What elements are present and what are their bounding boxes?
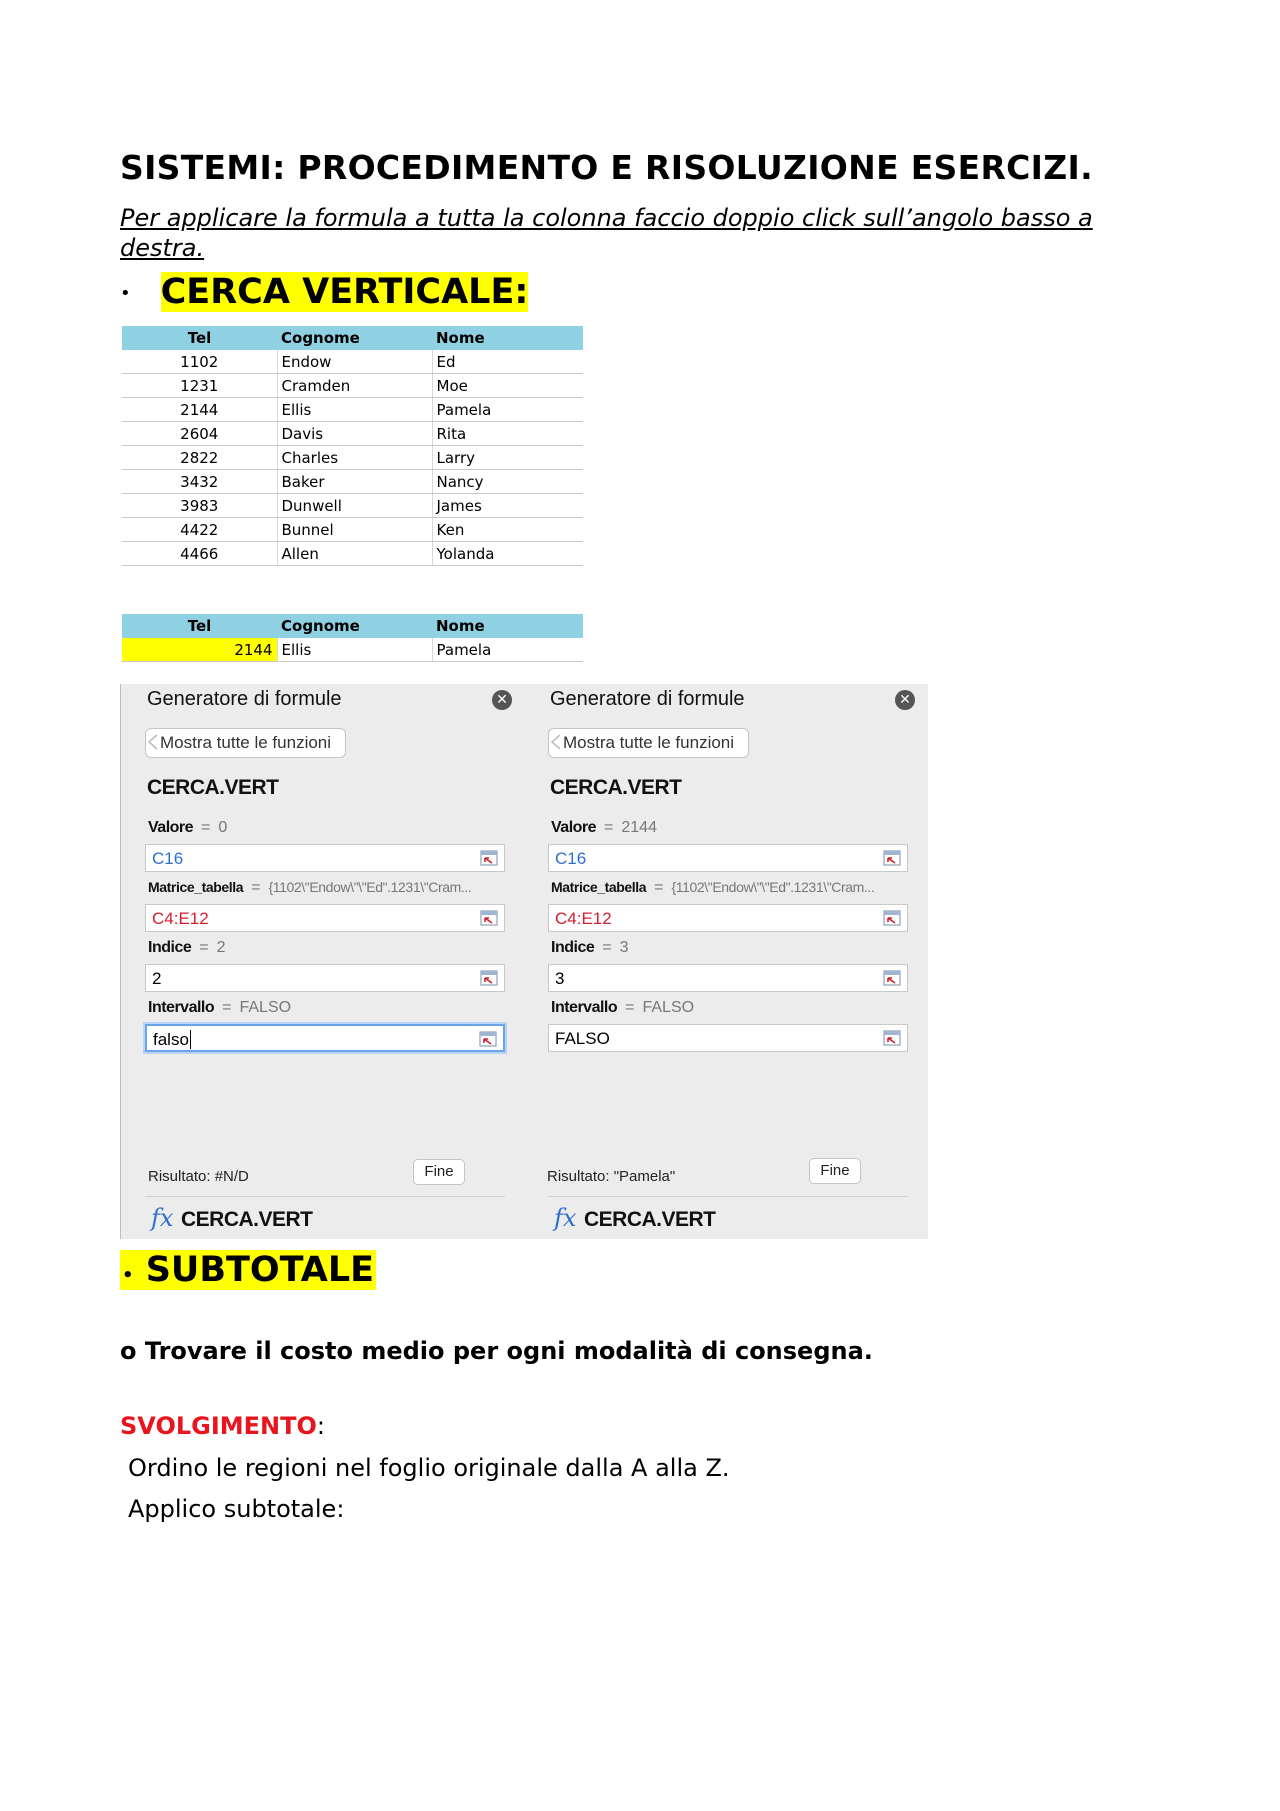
cell-cognome: Endow	[277, 350, 432, 374]
document-title: SISTEMI: PROCEDIMENTO E RISOLUZIONE ESERCIZI.	[120, 148, 1093, 187]
lookup-result-table	[122, 614, 583, 662]
table-header-row	[122, 326, 583, 350]
table-row	[122, 542, 583, 566]
close-icon[interactable]: ✕	[492, 690, 512, 710]
header-cell: Cognome	[277, 614, 432, 638]
input-value: falso	[153, 1030, 189, 1049]
section-subtotale	[120, 1250, 376, 1290]
cell-nome: James	[432, 494, 583, 518]
divider	[145, 1196, 505, 1197]
show-all-functions-button[interactable]	[548, 728, 749, 758]
arg-value: FALSO	[239, 999, 292, 1016]
cell-nome: Moe	[432, 374, 583, 398]
table-row	[122, 446, 583, 470]
arg-value: {1102\"Endow\"\"Ed".1231\"Cram...	[268, 879, 472, 895]
function-name: CERCA.VERT	[147, 776, 279, 799]
result-text: Risultato: "Pamela"	[547, 1168, 676, 1185]
range-select-icon[interactable]	[480, 910, 498, 926]
table-row	[122, 518, 583, 542]
cell-nome: Ed	[432, 350, 583, 374]
formula-builder-panel	[524, 684, 928, 1239]
arg-name: Valore	[551, 819, 597, 836]
step-text: Applico subtotale:	[128, 1495, 345, 1523]
table-row	[122, 422, 583, 446]
arg-value: 0	[218, 819, 228, 836]
intervallo-input[interactable]	[145, 1024, 505, 1052]
table-row	[122, 374, 583, 398]
formula-builder-screenshots	[120, 684, 928, 1239]
cell-tel: 4422	[122, 518, 277, 542]
header-cell: Tel	[122, 326, 277, 350]
formula-builder-panel	[120, 684, 525, 1239]
intervallo-input[interactable]	[548, 1024, 908, 1052]
bullet: •	[120, 282, 131, 304]
valore-input[interactable]	[548, 844, 908, 872]
bullet: •	[122, 1265, 134, 1286]
cell-cognome: Dunwell	[277, 494, 432, 518]
footer-function-name: CERCA.VERT	[584, 1208, 716, 1231]
arg-name: Matrice_tabella	[551, 879, 647, 895]
input-value: C4:E12	[555, 909, 612, 928]
button-label: Mostra tutte le funzioni	[563, 733, 735, 752]
panel-title: Generatore di formule	[550, 688, 745, 710]
header-cell: Tel	[122, 614, 277, 638]
table-row	[122, 494, 583, 518]
range-select-icon[interactable]	[480, 850, 498, 866]
range-select-icon[interactable]	[883, 850, 901, 866]
cell-cognome: Bunnel	[277, 518, 432, 542]
step-text: Ordino le regioni nel foglio originale dalla A alla Z.	[128, 1454, 730, 1482]
cell-nome: Ken	[432, 518, 583, 542]
arg-value: FALSO	[642, 999, 695, 1016]
intro-paragraph: Per applicare la formula a tutta la colonna faccio doppio click sull’angolo basso a destra.	[120, 204, 1093, 262]
arg-matrice-label: Matrice_tabella = {1102\"Endow\"\"Ed".1231\"Cram...	[551, 879, 875, 896]
arg-valore-label: Valore = 0	[148, 819, 228, 836]
divider	[548, 1196, 908, 1197]
arg-value: 2144	[621, 819, 657, 836]
arg-name: Valore	[148, 819, 194, 836]
indice-input[interactable]	[548, 964, 908, 992]
cell-nome: Larry	[432, 446, 583, 470]
fx-icon: fx	[554, 1204, 577, 1232]
done-button[interactable]: Fine	[413, 1159, 465, 1185]
chevron-left-icon	[145, 733, 163, 751]
table-row	[122, 350, 583, 374]
colon: :	[316, 1412, 325, 1440]
arg-name: Intervallo	[551, 999, 618, 1016]
phone-table	[122, 326, 583, 566]
function-name: CERCA.VERT	[550, 776, 682, 799]
matrice-tabella-input[interactable]	[145, 904, 505, 932]
range-select-icon[interactable]	[883, 910, 901, 926]
range-select-icon[interactable]	[479, 1031, 497, 1047]
header-cell: Nome	[432, 614, 583, 638]
cell-nome: Yolanda	[432, 542, 583, 566]
footer-function-name: CERCA.VERT	[181, 1208, 313, 1231]
section-cerca-verticale	[120, 272, 528, 312]
cell-cognome: Cramden	[277, 374, 432, 398]
arg-name: Intervallo	[148, 999, 215, 1016]
cell-cognome: Davis	[277, 422, 432, 446]
cell-tel: 3432	[122, 470, 277, 494]
input-value: FALSO	[555, 1029, 610, 1048]
svolgimento-label: SVOLGIMENTO	[120, 1412, 317, 1440]
header-cell: Nome	[432, 326, 583, 350]
section-heading: CERCA VERTICALE:	[160, 272, 529, 312]
chevron-left-icon	[548, 733, 566, 751]
input-value: C16	[152, 849, 184, 868]
table-row	[122, 470, 583, 494]
cell-cognome: Ellis	[277, 398, 432, 422]
arg-value: {1102\"Endow\"\"Ed".1231\"Cram...	[671, 879, 875, 895]
cell-cognome: Allen	[277, 542, 432, 566]
table-header-row	[122, 614, 583, 638]
input-value: C4:E12	[152, 909, 209, 928]
valore-input[interactable]	[145, 844, 505, 872]
arg-value: 2	[216, 939, 226, 956]
cell-nome: Pamela	[432, 638, 583, 662]
matrice-tabella-input[interactable]	[548, 904, 908, 932]
range-select-icon[interactable]	[883, 1030, 901, 1046]
cell-nome: Rita	[432, 422, 583, 446]
arg-name: Indice	[551, 939, 595, 956]
arg-intervallo-label: Intervallo = FALSO	[551, 999, 695, 1016]
range-select-icon[interactable]	[480, 970, 498, 986]
task-text: o Trovare il costo medio per ogni modalità di consegna.	[120, 1337, 873, 1365]
cell-tel: 3983	[122, 494, 277, 518]
cell-cognome: Charles	[277, 446, 432, 470]
arg-valore-label: Valore = 2144	[551, 819, 657, 836]
arg-intervallo-label: Intervallo = FALSO	[148, 999, 292, 1016]
cell-tel: 2144	[122, 398, 277, 422]
input-value: 2	[152, 969, 162, 988]
indice-input[interactable]	[145, 964, 505, 992]
section-heading: SUBTOTALE	[145, 1250, 375, 1290]
svolgimento-heading	[120, 1412, 325, 1440]
cell-nome: Nancy	[432, 470, 583, 494]
arg-matrice-label: Matrice_tabella = {1102\"Endow\"\"Ed".1231\"Cram...	[148, 879, 472, 896]
cell-cognome: Ellis	[277, 638, 432, 662]
panel-title: Generatore di formule	[147, 688, 342, 710]
range-select-icon[interactable]	[883, 970, 901, 986]
arg-indice-label: Indice = 3	[551, 939, 629, 956]
table-row	[122, 638, 583, 662]
cell-tel-lookup[interactable]: 2144	[122, 638, 277, 662]
cell-tel: 2604	[122, 422, 277, 446]
cell-tel: 2822	[122, 446, 277, 470]
header-cell: Cognome	[277, 326, 432, 350]
arg-name: Matrice_tabella	[148, 879, 244, 895]
cell-tel: 4466	[122, 542, 277, 566]
arg-value: 3	[619, 939, 629, 956]
input-value: 3	[555, 969, 565, 988]
close-icon[interactable]: ✕	[895, 690, 915, 710]
fx-icon: fx	[151, 1204, 174, 1232]
result-text: Risultato: #N/D	[148, 1168, 249, 1185]
input-value: C16	[555, 849, 587, 868]
table-row	[122, 398, 583, 422]
arg-name: Indice	[148, 939, 192, 956]
cell-tel: 1231	[122, 374, 277, 398]
button-label: Mostra tutte le funzioni	[160, 733, 332, 752]
arg-indice-label: Indice = 2	[148, 939, 226, 956]
cell-cognome: Baker	[277, 470, 432, 494]
cell-nome: Pamela	[432, 398, 583, 422]
cell-tel: 1102	[122, 350, 277, 374]
show-all-functions-button[interactable]	[145, 728, 346, 758]
done-button[interactable]: Fine	[809, 1158, 861, 1184]
